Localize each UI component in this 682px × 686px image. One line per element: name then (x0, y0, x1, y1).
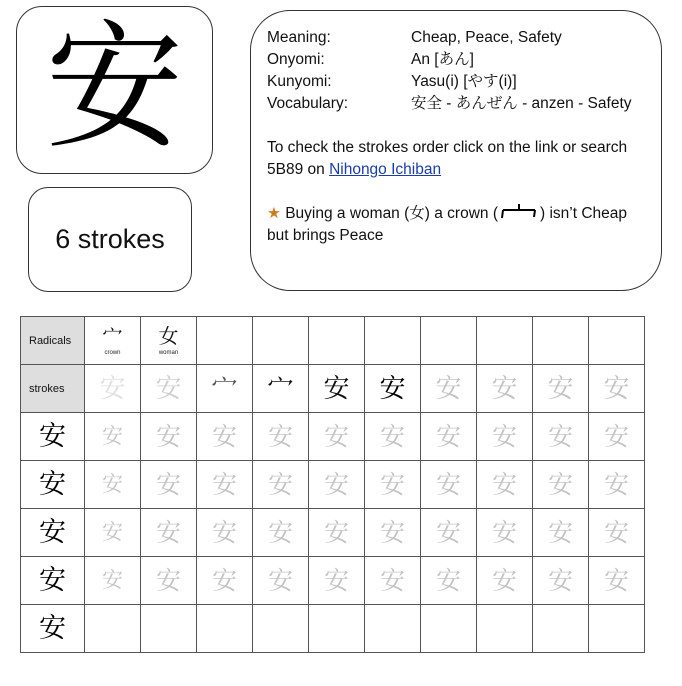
trace-cell (309, 413, 365, 461)
trace-cell (85, 509, 141, 557)
trace-kanji: 安 (211, 566, 237, 595)
empty-cell (589, 317, 645, 365)
practice-row (21, 413, 645, 461)
trace-cell (589, 509, 645, 557)
empty-cell (477, 317, 533, 365)
trace-cell (309, 461, 365, 509)
kanji-character: 安 (45, 7, 184, 168)
empty-practice-cell (309, 605, 365, 653)
practice-row (21, 509, 645, 557)
trace-kanji: 安 (102, 472, 123, 496)
trace-cell (477, 461, 533, 509)
stroke-step-cell (141, 365, 197, 413)
trace-cell (477, 557, 533, 605)
model-kanji: 安 (39, 421, 66, 452)
radicals-row (21, 317, 645, 365)
trace-cell (309, 509, 365, 557)
trace-kanji: 安 (267, 470, 293, 499)
trace-kanji: 安 (379, 518, 405, 547)
trace-kanji: 安 (155, 470, 181, 499)
trace-kanji: 安 (379, 470, 405, 499)
onyomi-value: An [あん] (411, 51, 474, 68)
trace-cell (85, 413, 141, 461)
trace-kanji: 安 (379, 422, 405, 451)
radical-glyph: 宀 (102, 323, 123, 348)
stroke-step: 安 (99, 373, 126, 404)
trace-cell (253, 461, 309, 509)
trace-kanji: 安 (379, 566, 405, 595)
stroke-step: 宀 (267, 373, 294, 404)
trace-cell (197, 461, 253, 509)
vocabulary-row (267, 93, 643, 115)
trace-cell (197, 557, 253, 605)
stroke-step-cell (253, 365, 309, 413)
trace-cell (421, 557, 477, 605)
trace-kanji: 安 (603, 470, 629, 499)
radical-name: woman (158, 349, 179, 356)
mnemonic-text-end: ) isn’t Cheap but brings Peace (267, 205, 627, 244)
trace-cell (365, 461, 421, 509)
stroke-step: 安 (547, 373, 574, 404)
trace-kanji: 安 (102, 520, 123, 544)
trace-kanji: 安 (491, 566, 517, 595)
stroke-count: 6 strokes (55, 224, 165, 254)
model-kanji-cell (21, 461, 85, 509)
stroke-step: 安 (323, 373, 350, 404)
trace-cell (309, 557, 365, 605)
empty-practice-cell (533, 605, 589, 653)
empty-practice-cell (477, 605, 533, 653)
model-kanji: 安 (39, 517, 66, 548)
trace-kanji: 安 (211, 422, 237, 451)
empty-practice-cell (589, 605, 645, 653)
trace-kanji: 安 (547, 470, 573, 499)
trace-cell (197, 509, 253, 557)
trace-cell (589, 557, 645, 605)
radical-name: crown (104, 349, 121, 356)
model-kanji: 安 (39, 565, 66, 596)
trace-cell (365, 557, 421, 605)
practice-row (21, 461, 645, 509)
trace-kanji: 安 (435, 470, 461, 499)
trace-kanji: 安 (102, 568, 123, 592)
model-kanji-cell (21, 605, 85, 653)
trace-kanji: 安 (155, 422, 181, 451)
onyomi-row (267, 49, 643, 71)
star-icon: ★ (267, 205, 281, 222)
trace-cell (533, 557, 589, 605)
trace-cell (141, 461, 197, 509)
stroke-step-cell (197, 365, 253, 413)
empty-practice-cell (141, 605, 197, 653)
stroke-step: 宀 (211, 373, 238, 404)
trace-kanji: 安 (267, 566, 293, 595)
trace-cell (85, 557, 141, 605)
trace-kanji: 安 (323, 422, 349, 451)
trace-kanji: 安 (603, 422, 629, 451)
mnemonic (267, 203, 643, 247)
stroke-order-note (267, 137, 643, 181)
trace-kanji: 安 (155, 566, 181, 595)
trace-cell (365, 509, 421, 557)
info-card (250, 10, 662, 291)
strokes-label: strokes (21, 365, 85, 413)
empty-cell (253, 317, 309, 365)
trace-kanji: 安 (211, 470, 237, 499)
empty-practice-cell (197, 605, 253, 653)
trace-kanji: 安 (323, 470, 349, 499)
stroke-step-cell (365, 365, 421, 413)
kunyomi-label: Kunyomi: (267, 73, 332, 90)
trace-cell (421, 509, 477, 557)
crown-radical-icon (501, 204, 537, 220)
stroke-step-cell (309, 365, 365, 413)
trace-kanji: 安 (267, 518, 293, 547)
stroke-step-cell (589, 365, 645, 413)
trace-cell (141, 413, 197, 461)
radical-cell (85, 317, 141, 365)
trace-cell (253, 413, 309, 461)
model-kanji-cell (21, 509, 85, 557)
trace-cell (85, 461, 141, 509)
kanji-card (16, 6, 213, 174)
trace-kanji: 安 (102, 424, 123, 448)
meaning-label: Meaning: (267, 29, 331, 46)
trace-cell (253, 557, 309, 605)
trace-cell (365, 413, 421, 461)
stroke-step: 安 (379, 373, 406, 404)
trace-cell (589, 413, 645, 461)
trace-cell (141, 509, 197, 557)
trace-kanji: 安 (155, 518, 181, 547)
stroke-order-text: To check the strokes order click on the link or search 5B89 on (267, 139, 628, 178)
practice-row (21, 605, 645, 653)
model-kanji: 安 (39, 613, 66, 644)
trace-kanji: 安 (435, 422, 461, 451)
trace-kanji: 安 (547, 422, 573, 451)
empty-practice-cell (253, 605, 309, 653)
trace-kanji: 安 (491, 422, 517, 451)
kunyomi-value: Yasu(i) [やす(i)] (411, 73, 517, 90)
model-kanji-cell (21, 413, 85, 461)
trace-cell (421, 461, 477, 509)
empty-cell (533, 317, 589, 365)
vocabulary-label: Vocabulary: (267, 95, 348, 112)
trace-cell (477, 413, 533, 461)
trace-cell (533, 461, 589, 509)
trace-kanji: 安 (323, 518, 349, 547)
trace-cell (253, 509, 309, 557)
kunyomi-row (267, 71, 643, 93)
stroke-step-cell (533, 365, 589, 413)
trace-kanji: 安 (547, 566, 573, 595)
radicals-label: Radicals (21, 317, 85, 365)
trace-cell (421, 413, 477, 461)
meaning-row (267, 27, 643, 49)
empty-cell (309, 317, 365, 365)
trace-kanji: 安 (547, 518, 573, 547)
empty-practice-cell (85, 605, 141, 653)
trace-cell (589, 461, 645, 509)
stroke-step-cell (85, 365, 141, 413)
trace-kanji: 安 (603, 518, 629, 547)
model-kanji-cell (21, 557, 85, 605)
model-kanji: 安 (39, 469, 66, 500)
stroke-step: 安 (435, 373, 462, 404)
trace-cell (141, 557, 197, 605)
stroke-count-card (28, 187, 192, 292)
onyomi-label: Onyomi: (267, 51, 325, 68)
practice-row (21, 557, 645, 605)
vocabulary-value: 安全 - あんぜん - anzen - Safety (411, 95, 632, 112)
nihongo-ichiban-link[interactable]: Nihongo Ichiban (329, 161, 442, 178)
practice-grid (20, 316, 645, 653)
trace-kanji: 安 (491, 470, 517, 499)
trace-kanji: 安 (491, 518, 517, 547)
stroke-step: 安 (491, 373, 518, 404)
trace-kanji: 安 (603, 566, 629, 595)
stroke-step: 安 (603, 373, 630, 404)
trace-kanji: 安 (435, 518, 461, 547)
trace-cell (477, 509, 533, 557)
empty-cell (365, 317, 421, 365)
empty-practice-cell (421, 605, 477, 653)
empty-cell (197, 317, 253, 365)
trace-cell (197, 413, 253, 461)
stroke-order-row (21, 365, 645, 413)
radical-cell (141, 317, 197, 365)
trace-kanji: 安 (435, 566, 461, 595)
meaning-value: Cheap, Peace, Safety (411, 29, 562, 46)
mnemonic-text-start: Buying a woman (女) a crown ( (280, 205, 498, 222)
stroke-step-cell (477, 365, 533, 413)
stroke-step-cell (421, 365, 477, 413)
trace-cell (533, 413, 589, 461)
stroke-step: 安 (155, 373, 182, 404)
trace-cell (533, 509, 589, 557)
trace-kanji: 安 (211, 518, 237, 547)
trace-kanji: 安 (267, 422, 293, 451)
radical-glyph: 女 (158, 323, 179, 348)
empty-practice-cell (365, 605, 421, 653)
empty-cell (421, 317, 477, 365)
trace-kanji: 安 (323, 566, 349, 595)
